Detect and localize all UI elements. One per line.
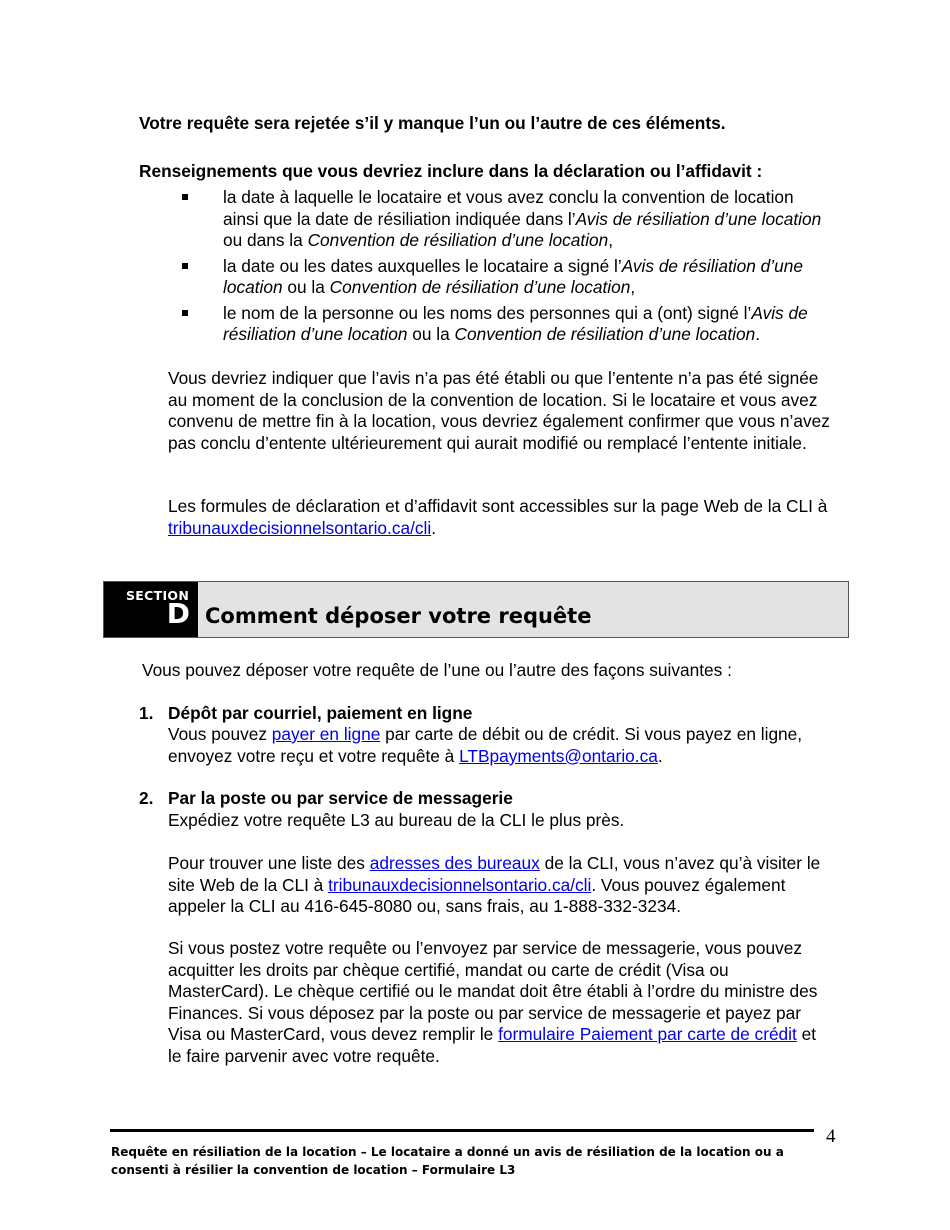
list-item: la date à laquelle le locataire et vous avez conclu la convention de location ainsi que la date de résiliation indiquée dans l’Avis de résiliation d’une location ou dans la Convention de résiliation d’une location, [223,187,823,252]
section-d-header [103,581,849,638]
item-2-number: 2. [139,788,154,808]
square-bullet-icon [182,263,188,269]
footer-form-title: Requête en résiliation de la location – Le locataire a donné un avis de résiliation de la location ou a consenti à résilier la convention de location – Formulaire L3 [111,1145,784,1177]
item-1-number: 1. [139,703,154,723]
section-label: SECTION [126,588,190,603]
section-tag [104,582,198,637]
item-1-title: Dépôt par courriel, paiement en ligne [168,703,473,723]
offices-paragraph: Pour trouver une liste des adresses des bureaux de la CLI, vous n’avez qu’à visiter le site Web de la CLI à tribunauxdecisionnelsontario.ca/cli. Vous pouvez également appeler la CLI au 416-645-8080 ou, sans frais, au 1-888-332-3234. [168,853,821,916]
square-bullet-icon [182,194,188,200]
item-2-title: Par la poste ou par service de messagerie [168,788,513,808]
ltb-payments-email-link[interactable]: LTBpayments@ontario.ca [459,745,658,766]
filing-options-lead: Vous pouvez déposer votre requête de l’une ou l’autre des façons suivantes : [142,660,732,680]
declaration-requirements-list [223,187,823,346]
cli-website-link[interactable]: tribunauxdecisionnelsontario.ca/cli [168,517,432,538]
pay-online-link[interactable]: payer en ligne [271,724,381,744]
payment-paragraph: Si vous postez votre requête ou l’envoyez par service de messagerie, vous pouvez acquitter les droits par chèque certifié, mandat ou carte de crédit (Visa ou MasterCard). Le chèque certifié ou le mandat doit être établi à l’ordre du ministre des Finances. Si vous déposez par la poste ou par service de messagerie et payez par Visa ou MasterCard, vous devez remplir le formulaire Paiement par carte de crédit et le faire parvenir avec votre requête. [168,938,818,1066]
credit-card-form-link[interactable]: formulaire Paiement par carte de crédit [498,1024,797,1044]
footer-divider [110,1129,814,1132]
item-1-body: Vous pouvez payer en ligne par carte de débit ou de crédit. Si vous payez en ligne, envoyez votre reçu et votre requête à LTBpayments@ontario.ca. [168,724,803,766]
forms-paragraph: Les formules de déclaration et d’affidavit sont accessibles sur la page Web de la CLI à tribunauxdecisionnelsontario.ca/cli. [168,496,828,538]
square-bullet-icon [182,310,188,316]
list-item: la date ou les dates auxquelles le locataire a signé l’Avis de résiliation d’une location ou la Convention de résiliation d’une location, [223,256,823,299]
page-number: 4 [826,1126,836,1147]
section-title: Comment déposer votre requête [205,604,592,628]
declaration-heading: Renseignements que vous devriez inclure dans la déclaration ou l’affidavit : [139,161,763,181]
office-addresses-link[interactable]: adresses des bureaux [369,853,540,873]
section-letter: D [166,597,190,630]
declaration-paragraph: Vous devriez indiquer que l’avis n’a pas été établi ou que l’entente n’a pas été signée au moment de la conclusion de la convention de location. Si le locataire et vous avez convenu de mettre fin à la location, vous devriez également confirmer que vous n’avez pas conclu d’entente ultérieurement qui aurait modifié ou remplacé l’entente initiale. [168,368,830,453]
cli-website-link-2[interactable]: tribunauxdecisionnelsontario.ca/cli [328,874,592,895]
rejection-warning: Votre requête sera rejetée s’il y manque l’un ou l’autre de ces éléments. [139,113,726,133]
item-2-line: Expédiez votre requête L3 au bureau de la CLI le plus près. [168,810,625,830]
list-item: le nom de la personne ou les noms des personnes qui a (ont) signé l’Avis de résiliation d’une location ou la Convention de résiliation d’une location. [223,303,823,346]
